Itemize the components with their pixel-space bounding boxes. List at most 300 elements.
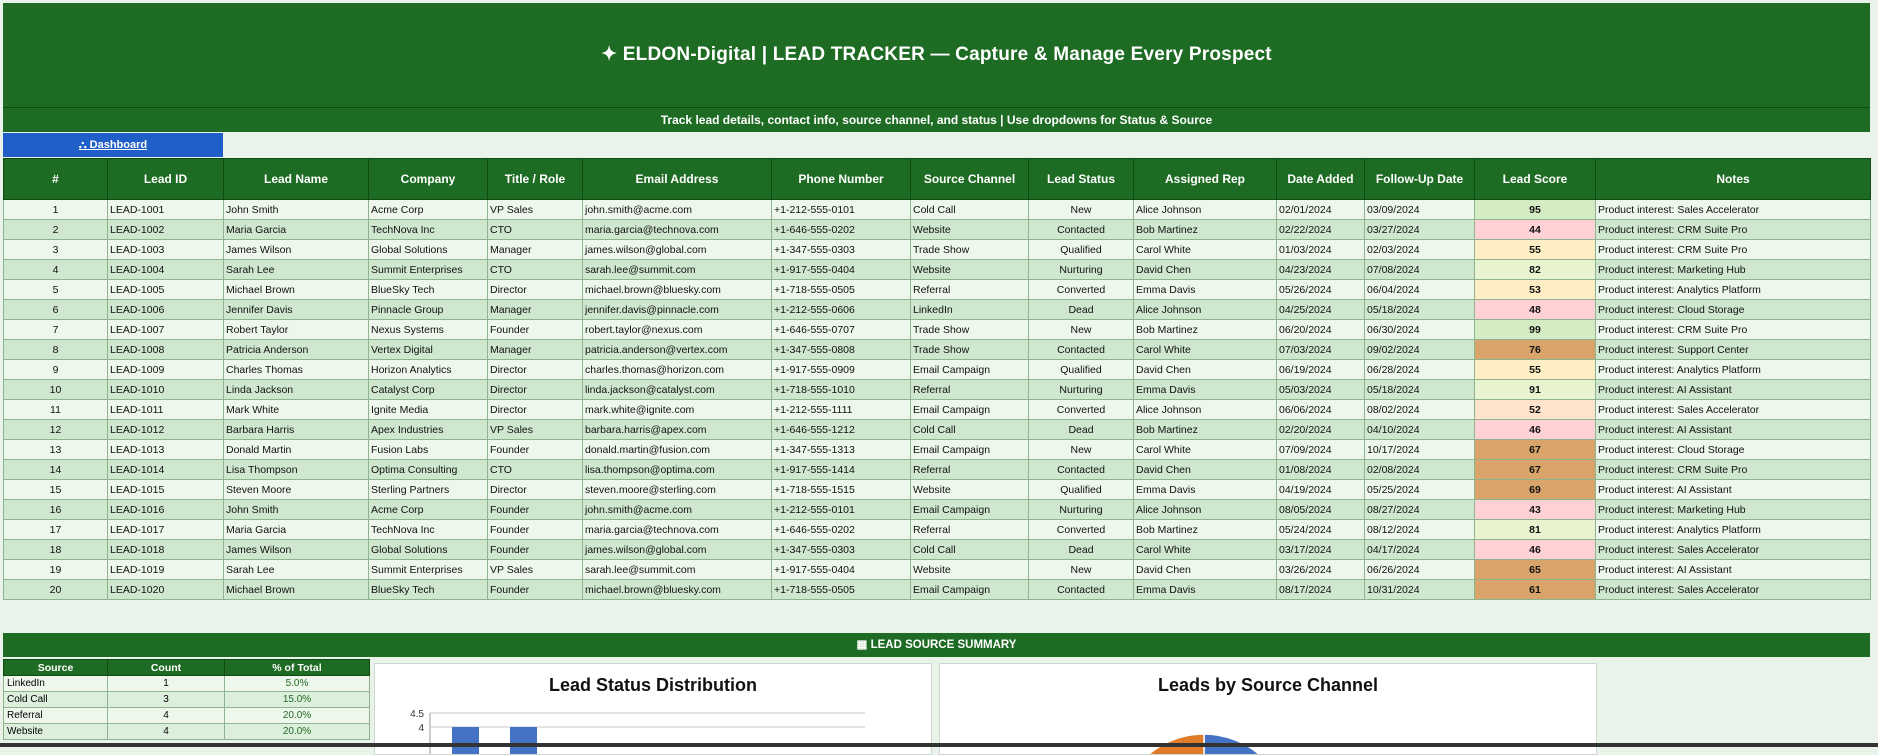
cell-notes[interactable]: Product interest: AI Assistant bbox=[1596, 380, 1871, 400]
cell-notes[interactable]: Product interest: Sales Accelerator bbox=[1596, 400, 1871, 420]
cell-id[interactable]: LEAD-1009 bbox=[108, 360, 224, 380]
cell-score[interactable]: 48 bbox=[1475, 300, 1596, 320]
cell-phone[interactable]: +1-917-555-1414 bbox=[772, 460, 911, 480]
cell-num[interactable]: 13 bbox=[4, 440, 108, 460]
cell-score[interactable]: 61 bbox=[1475, 580, 1596, 600]
cell-phone[interactable]: +1-212-555-1111 bbox=[772, 400, 911, 420]
summary-cell-source[interactable]: LinkedIn bbox=[4, 676, 108, 692]
cell-notes[interactable]: Product interest: CRM Suite Pro bbox=[1596, 240, 1871, 260]
summary-row[interactable] bbox=[4, 724, 370, 740]
table-row[interactable] bbox=[4, 460, 1871, 480]
cell-rep[interactable]: David Chen bbox=[1134, 260, 1277, 280]
cell-status[interactable]: New bbox=[1029, 440, 1134, 460]
dashboard-link[interactable] bbox=[3, 133, 223, 157]
source-chart[interactable] bbox=[939, 663, 1597, 755]
cell-status[interactable]: Converted bbox=[1029, 520, 1134, 540]
cell-added[interactable]: 08/05/2024 bbox=[1277, 500, 1365, 520]
cell-source[interactable]: Trade Show bbox=[911, 340, 1029, 360]
cell-status[interactable]: Contacted bbox=[1029, 340, 1134, 360]
cell-name[interactable]: Michael Brown bbox=[224, 580, 369, 600]
cell-notes[interactable]: Product interest: Cloud Storage bbox=[1596, 300, 1871, 320]
cell-company[interactable]: Global Solutions bbox=[369, 540, 488, 560]
cell-phone[interactable]: +1-347-555-0303 bbox=[772, 240, 911, 260]
cell-score[interactable]: 91 bbox=[1475, 380, 1596, 400]
cell-source[interactable]: Website bbox=[911, 480, 1029, 500]
status-chart[interactable] bbox=[374, 663, 932, 755]
cell-notes[interactable]: Product interest: AI Assistant bbox=[1596, 420, 1871, 440]
cell-added[interactable]: 01/08/2024 bbox=[1277, 460, 1365, 480]
cell-email[interactable]: donald.martin@fusion.com bbox=[583, 440, 772, 460]
cell-company[interactable]: TechNova Inc bbox=[369, 220, 488, 240]
cell-rep[interactable]: Emma Davis bbox=[1134, 380, 1277, 400]
cell-title[interactable]: Director bbox=[488, 400, 583, 420]
cell-source[interactable]: Referral bbox=[911, 380, 1029, 400]
cell-id[interactable]: LEAD-1010 bbox=[108, 380, 224, 400]
cell-source[interactable]: Website bbox=[911, 260, 1029, 280]
cell-phone[interactable]: +1-646-555-0707 bbox=[772, 320, 911, 340]
cell-company[interactable]: Fusion Labs bbox=[369, 440, 488, 460]
summary-row[interactable] bbox=[4, 708, 370, 724]
cell-title[interactable]: Director bbox=[488, 480, 583, 500]
cell-company[interactable]: Pinnacle Group bbox=[369, 300, 488, 320]
cell-status[interactable]: Qualified bbox=[1029, 240, 1134, 260]
cell-status[interactable]: Nurturing bbox=[1029, 500, 1134, 520]
cell-follow[interactable]: 04/17/2024 bbox=[1365, 540, 1475, 560]
cell-notes[interactable]: Product interest: Sales Accelerator bbox=[1596, 200, 1871, 220]
cell-phone[interactable]: +1-917-555-0404 bbox=[772, 260, 911, 280]
cell-added[interactable]: 06/19/2024 bbox=[1277, 360, 1365, 380]
cell-num[interactable]: 9 bbox=[4, 360, 108, 380]
summary-col-source[interactable]: Source bbox=[4, 660, 108, 676]
summary-col-pct[interactable]: % of Total bbox=[225, 660, 370, 676]
col-header-rep[interactable]: Assigned Rep bbox=[1134, 159, 1277, 200]
cell-status[interactable]: Nurturing bbox=[1029, 260, 1134, 280]
cell-name[interactable]: Barbara Harris bbox=[224, 420, 369, 440]
cell-id[interactable]: LEAD-1017 bbox=[108, 520, 224, 540]
cell-num[interactable]: 6 bbox=[4, 300, 108, 320]
cell-notes[interactable]: Product interest: CRM Suite Pro bbox=[1596, 220, 1871, 240]
summary-row[interactable] bbox=[4, 692, 370, 708]
cell-num[interactable]: 4 bbox=[4, 260, 108, 280]
cell-rep[interactable]: Bob Martinez bbox=[1134, 320, 1277, 340]
cell-follow[interactable]: 06/30/2024 bbox=[1365, 320, 1475, 340]
cell-follow[interactable]: 06/26/2024 bbox=[1365, 560, 1475, 580]
cell-name[interactable]: Mark White bbox=[224, 400, 369, 420]
cell-rep[interactable]: David Chen bbox=[1134, 360, 1277, 380]
cell-source[interactable]: Website bbox=[911, 560, 1029, 580]
cell-name[interactable]: James Wilson bbox=[224, 540, 369, 560]
cell-score[interactable]: 55 bbox=[1475, 360, 1596, 380]
cell-title[interactable]: VP Sales bbox=[488, 200, 583, 220]
cell-rep[interactable]: Alice Johnson bbox=[1134, 500, 1277, 520]
cell-id[interactable]: LEAD-1016 bbox=[108, 500, 224, 520]
cell-score[interactable]: 81 bbox=[1475, 520, 1596, 540]
cell-email[interactable]: mark.white@ignite.com bbox=[583, 400, 772, 420]
cell-company[interactable]: Optima Consulting bbox=[369, 460, 488, 480]
cell-added[interactable]: 06/06/2024 bbox=[1277, 400, 1365, 420]
cell-added[interactable]: 05/24/2024 bbox=[1277, 520, 1365, 540]
cell-score[interactable]: 46 bbox=[1475, 420, 1596, 440]
cell-company[interactable]: Acme Corp bbox=[369, 200, 488, 220]
cell-rep[interactable]: Bob Martinez bbox=[1134, 420, 1277, 440]
cell-name[interactable]: James Wilson bbox=[224, 240, 369, 260]
cell-company[interactable]: Summit Enterprises bbox=[369, 260, 488, 280]
summary-col-count[interactable]: Count bbox=[108, 660, 225, 676]
summary-cell-count[interactable]: 4 bbox=[108, 708, 225, 724]
cell-title[interactable]: Founder bbox=[488, 580, 583, 600]
cell-score[interactable]: 95 bbox=[1475, 200, 1596, 220]
summary-cell-pct[interactable]: 20.0% bbox=[225, 708, 370, 724]
cell-source[interactable]: Email Campaign bbox=[911, 400, 1029, 420]
cell-rep[interactable]: Carol White bbox=[1134, 440, 1277, 460]
cell-source[interactable]: Referral bbox=[911, 460, 1029, 480]
cell-title[interactable]: Founder bbox=[488, 320, 583, 340]
cell-score[interactable]: 99 bbox=[1475, 320, 1596, 340]
cell-status[interactable]: New bbox=[1029, 200, 1134, 220]
cell-notes[interactable]: Product interest: AI Assistant bbox=[1596, 480, 1871, 500]
cell-follow[interactable]: 08/12/2024 bbox=[1365, 520, 1475, 540]
cell-num[interactable]: 7 bbox=[4, 320, 108, 340]
cell-follow[interactable]: 06/04/2024 bbox=[1365, 280, 1475, 300]
cell-score[interactable]: 76 bbox=[1475, 340, 1596, 360]
table-row[interactable] bbox=[4, 500, 1871, 520]
cell-title[interactable]: Founder bbox=[488, 500, 583, 520]
cell-id[interactable]: LEAD-1003 bbox=[108, 240, 224, 260]
cell-num[interactable]: 12 bbox=[4, 420, 108, 440]
cell-id[interactable]: LEAD-1011 bbox=[108, 400, 224, 420]
cell-follow[interactable]: 10/17/2024 bbox=[1365, 440, 1475, 460]
cell-follow[interactable]: 03/27/2024 bbox=[1365, 220, 1475, 240]
cell-source[interactable]: Referral bbox=[911, 520, 1029, 540]
cell-email[interactable]: james.wilson@global.com bbox=[583, 240, 772, 260]
cell-company[interactable]: Nexus Systems bbox=[369, 320, 488, 340]
cell-num[interactable]: 20 bbox=[4, 580, 108, 600]
cell-phone[interactable]: +1-646-555-0202 bbox=[772, 520, 911, 540]
cell-status[interactable]: Qualified bbox=[1029, 480, 1134, 500]
cell-id[interactable]: LEAD-1013 bbox=[108, 440, 224, 460]
cell-id[interactable]: LEAD-1001 bbox=[108, 200, 224, 220]
cell-follow[interactable]: 06/28/2024 bbox=[1365, 360, 1475, 380]
cell-name[interactable]: Steven Moore bbox=[224, 480, 369, 500]
cell-num[interactable]: 16 bbox=[4, 500, 108, 520]
col-header-follow-up[interactable]: Follow-Up Date bbox=[1365, 159, 1475, 200]
cell-num[interactable]: 11 bbox=[4, 400, 108, 420]
cell-phone[interactable]: +1-917-555-0404 bbox=[772, 560, 911, 580]
cell-source[interactable]: Trade Show bbox=[911, 320, 1029, 340]
cell-follow[interactable]: 02/08/2024 bbox=[1365, 460, 1475, 480]
cell-email[interactable]: michael.brown@bluesky.com bbox=[583, 580, 772, 600]
cell-name[interactable]: Sarah Lee bbox=[224, 260, 369, 280]
cell-name[interactable]: Maria Garcia bbox=[224, 220, 369, 240]
cell-phone[interactable]: +1-347-555-1313 bbox=[772, 440, 911, 460]
cell-status[interactable]: Converted bbox=[1029, 280, 1134, 300]
cell-score[interactable]: 44 bbox=[1475, 220, 1596, 240]
cell-name[interactable]: Linda Jackson bbox=[224, 380, 369, 400]
table-row[interactable] bbox=[4, 200, 1871, 220]
cell-follow[interactable]: 10/31/2024 bbox=[1365, 580, 1475, 600]
cell-source[interactable]: Email Campaign bbox=[911, 580, 1029, 600]
cell-title[interactable]: Manager bbox=[488, 340, 583, 360]
cell-id[interactable]: LEAD-1006 bbox=[108, 300, 224, 320]
cell-added[interactable]: 06/20/2024 bbox=[1277, 320, 1365, 340]
cell-id[interactable]: LEAD-1020 bbox=[108, 580, 224, 600]
table-row[interactable] bbox=[4, 380, 1871, 400]
col-header-lead-name[interactable]: Lead Name bbox=[224, 159, 369, 200]
cell-email[interactable]: james.wilson@global.com bbox=[583, 540, 772, 560]
col-header-company[interactable]: Company bbox=[369, 159, 488, 200]
cell-source[interactable]: Website bbox=[911, 220, 1029, 240]
cell-num[interactable]: 3 bbox=[4, 240, 108, 260]
cell-name[interactable]: Patricia Anderson bbox=[224, 340, 369, 360]
cell-company[interactable]: Apex Industries bbox=[369, 420, 488, 440]
cell-status[interactable]: New bbox=[1029, 320, 1134, 340]
cell-title[interactable]: Founder bbox=[488, 440, 583, 460]
cell-company[interactable]: BlueSky Tech bbox=[369, 280, 488, 300]
cell-id[interactable]: LEAD-1014 bbox=[108, 460, 224, 480]
cell-email[interactable]: lisa.thompson@optima.com bbox=[583, 460, 772, 480]
cell-title[interactable]: CTO bbox=[488, 460, 583, 480]
table-row[interactable] bbox=[4, 440, 1871, 460]
table-row[interactable] bbox=[4, 300, 1871, 320]
cell-score[interactable]: 52 bbox=[1475, 400, 1596, 420]
cell-rep[interactable]: Bob Martinez bbox=[1134, 220, 1277, 240]
cell-score[interactable]: 69 bbox=[1475, 480, 1596, 500]
cell-id[interactable]: LEAD-1018 bbox=[108, 540, 224, 560]
cell-title[interactable]: CTO bbox=[488, 220, 583, 240]
cell-source[interactable]: Cold Call bbox=[911, 200, 1029, 220]
cell-notes[interactable]: Product interest: Marketing Hub bbox=[1596, 500, 1871, 520]
cell-score[interactable]: 82 bbox=[1475, 260, 1596, 280]
cell-name[interactable]: Michael Brown bbox=[224, 280, 369, 300]
cell-notes[interactable]: Product interest: CRM Suite Pro bbox=[1596, 320, 1871, 340]
cell-title[interactable]: Founder bbox=[488, 520, 583, 540]
table-row[interactable] bbox=[4, 480, 1871, 500]
cell-added[interactable]: 07/03/2024 bbox=[1277, 340, 1365, 360]
table-row[interactable] bbox=[4, 400, 1871, 420]
summary-cell-count[interactable]: 3 bbox=[108, 692, 225, 708]
col-header-phone[interactable]: Phone Number bbox=[772, 159, 911, 200]
cell-phone[interactable]: +1-646-555-0202 bbox=[772, 220, 911, 240]
cell-num[interactable]: 1 bbox=[4, 200, 108, 220]
cell-company[interactable]: Summit Enterprises bbox=[369, 560, 488, 580]
cell-added[interactable]: 02/22/2024 bbox=[1277, 220, 1365, 240]
cell-num[interactable]: 2 bbox=[4, 220, 108, 240]
cell-num[interactable]: 10 bbox=[4, 380, 108, 400]
cell-phone[interactable]: +1-347-555-0808 bbox=[772, 340, 911, 360]
cell-score[interactable]: 55 bbox=[1475, 240, 1596, 260]
cell-status[interactable]: Contacted bbox=[1029, 220, 1134, 240]
cell-num[interactable]: 19 bbox=[4, 560, 108, 580]
cell-phone[interactable]: +1-917-555-0909 bbox=[772, 360, 911, 380]
cell-added[interactable]: 08/17/2024 bbox=[1277, 580, 1365, 600]
cell-source[interactable]: Cold Call bbox=[911, 540, 1029, 560]
cell-name[interactable]: Sarah Lee bbox=[224, 560, 369, 580]
cell-company[interactable]: BlueSky Tech bbox=[369, 580, 488, 600]
cell-company[interactable]: Sterling Partners bbox=[369, 480, 488, 500]
cell-num[interactable]: 14 bbox=[4, 460, 108, 480]
cell-follow[interactable]: 08/27/2024 bbox=[1365, 500, 1475, 520]
cell-notes[interactable]: Product interest: Analytics Platform bbox=[1596, 520, 1871, 540]
cell-notes[interactable]: Product interest: Cloud Storage bbox=[1596, 440, 1871, 460]
cell-added[interactable]: 04/23/2024 bbox=[1277, 260, 1365, 280]
cell-title[interactable]: VP Sales bbox=[488, 560, 583, 580]
col-header-date-added[interactable]: Date Added bbox=[1277, 159, 1365, 200]
cell-rep[interactable]: Emma Davis bbox=[1134, 480, 1277, 500]
cell-notes[interactable]: Product interest: Analytics Platform bbox=[1596, 280, 1871, 300]
cell-email[interactable]: steven.moore@sterling.com bbox=[583, 480, 772, 500]
cell-id[interactable]: LEAD-1015 bbox=[108, 480, 224, 500]
cell-score[interactable]: 67 bbox=[1475, 440, 1596, 460]
cell-company[interactable]: Global Solutions bbox=[369, 240, 488, 260]
cell-source[interactable]: Referral bbox=[911, 280, 1029, 300]
table-row[interactable] bbox=[4, 540, 1871, 560]
cell-score[interactable]: 43 bbox=[1475, 500, 1596, 520]
cell-title[interactable]: Director bbox=[488, 280, 583, 300]
table-row[interactable] bbox=[4, 360, 1871, 380]
cell-added[interactable]: 02/01/2024 bbox=[1277, 200, 1365, 220]
cell-name[interactable]: John Smith bbox=[224, 500, 369, 520]
cell-notes[interactable]: Product interest: Sales Accelerator bbox=[1596, 540, 1871, 560]
cell-id[interactable]: LEAD-1008 bbox=[108, 340, 224, 360]
cell-title[interactable]: Director bbox=[488, 380, 583, 400]
cell-follow[interactable]: 07/08/2024 bbox=[1365, 260, 1475, 280]
cell-follow[interactable]: 09/02/2024 bbox=[1365, 340, 1475, 360]
cell-follow[interactable]: 04/10/2024 bbox=[1365, 420, 1475, 440]
cell-name[interactable]: Charles Thomas bbox=[224, 360, 369, 380]
col-header-source[interactable]: Source Channel bbox=[911, 159, 1029, 200]
cell-added[interactable]: 04/19/2024 bbox=[1277, 480, 1365, 500]
cell-notes[interactable]: Product interest: AI Assistant bbox=[1596, 560, 1871, 580]
cell-num[interactable]: 8 bbox=[4, 340, 108, 360]
cell-rep[interactable]: Alice Johnson bbox=[1134, 200, 1277, 220]
cell-status[interactable]: Converted bbox=[1029, 400, 1134, 420]
cell-added[interactable]: 05/03/2024 bbox=[1277, 380, 1365, 400]
cell-num[interactable]: 17 bbox=[4, 520, 108, 540]
table-row[interactable] bbox=[4, 580, 1871, 600]
cell-num[interactable]: 18 bbox=[4, 540, 108, 560]
summary-row[interactable] bbox=[4, 676, 370, 692]
cell-email[interactable]: patricia.anderson@vertex.com bbox=[583, 340, 772, 360]
table-row[interactable] bbox=[4, 260, 1871, 280]
cell-phone[interactable]: +1-718-555-1515 bbox=[772, 480, 911, 500]
cell-follow[interactable]: 03/09/2024 bbox=[1365, 200, 1475, 220]
col-header-notes[interactable]: Notes bbox=[1596, 159, 1871, 200]
cell-rep[interactable]: Carol White bbox=[1134, 540, 1277, 560]
cell-score[interactable]: 67 bbox=[1475, 460, 1596, 480]
cell-notes[interactable]: Product interest: Sales Accelerator bbox=[1596, 580, 1871, 600]
cell-status[interactable]: Dead bbox=[1029, 420, 1134, 440]
cell-phone[interactable]: +1-212-555-0101 bbox=[772, 500, 911, 520]
cell-added[interactable]: 03/26/2024 bbox=[1277, 560, 1365, 580]
summary-cell-pct[interactable]: 15.0% bbox=[225, 692, 370, 708]
cell-follow[interactable]: 08/02/2024 bbox=[1365, 400, 1475, 420]
cell-added[interactable]: 01/03/2024 bbox=[1277, 240, 1365, 260]
cell-added[interactable]: 02/20/2024 bbox=[1277, 420, 1365, 440]
cell-phone[interactable]: +1-212-555-0606 bbox=[772, 300, 911, 320]
cell-phone[interactable]: +1-212-555-0101 bbox=[772, 200, 911, 220]
cell-source[interactable]: Email Campaign bbox=[911, 440, 1029, 460]
cell-follow[interactable]: 02/03/2024 bbox=[1365, 240, 1475, 260]
cell-num[interactable]: 15 bbox=[4, 480, 108, 500]
col-header-status[interactable]: Lead Status bbox=[1029, 159, 1134, 200]
table-row[interactable] bbox=[4, 320, 1871, 340]
cell-status[interactable]: New bbox=[1029, 560, 1134, 580]
cell-status[interactable]: Contacted bbox=[1029, 460, 1134, 480]
table-row[interactable] bbox=[4, 420, 1871, 440]
summary-cell-count[interactable]: 1 bbox=[108, 676, 225, 692]
cell-title[interactable]: CTO bbox=[488, 260, 583, 280]
cell-status[interactable]: Contacted bbox=[1029, 580, 1134, 600]
cell-title[interactable]: Manager bbox=[488, 240, 583, 260]
cell-email[interactable]: john.smith@acme.com bbox=[583, 200, 772, 220]
cell-name[interactable]: Maria Garcia bbox=[224, 520, 369, 540]
cell-rep[interactable]: David Chen bbox=[1134, 560, 1277, 580]
col-header-title-role[interactable]: Title / Role bbox=[488, 159, 583, 200]
cell-rep[interactable]: Alice Johnson bbox=[1134, 300, 1277, 320]
cell-status[interactable]: Dead bbox=[1029, 540, 1134, 560]
cell-added[interactable]: 04/25/2024 bbox=[1277, 300, 1365, 320]
cell-email[interactable]: michael.brown@bluesky.com bbox=[583, 280, 772, 300]
cell-title[interactable]: Manager bbox=[488, 300, 583, 320]
cell-id[interactable]: LEAD-1004 bbox=[108, 260, 224, 280]
cell-rep[interactable]: Carol White bbox=[1134, 240, 1277, 260]
cell-rep[interactable]: Alice Johnson bbox=[1134, 400, 1277, 420]
cell-phone[interactable]: +1-718-555-0505 bbox=[772, 580, 911, 600]
cell-name[interactable]: John Smith bbox=[224, 200, 369, 220]
cell-notes[interactable]: Product interest: Marketing Hub bbox=[1596, 260, 1871, 280]
cell-rep[interactable]: Emma Davis bbox=[1134, 280, 1277, 300]
summary-cell-source[interactable]: Referral bbox=[4, 708, 108, 724]
table-row[interactable] bbox=[4, 280, 1871, 300]
cell-company[interactable]: Horizon Analytics bbox=[369, 360, 488, 380]
cell-score[interactable]: 46 bbox=[1475, 540, 1596, 560]
cell-rep[interactable]: Carol White bbox=[1134, 340, 1277, 360]
cell-email[interactable]: sarah.lee@summit.com bbox=[583, 260, 772, 280]
cell-phone[interactable]: +1-646-555-1212 bbox=[772, 420, 911, 440]
cell-follow[interactable]: 05/18/2024 bbox=[1365, 380, 1475, 400]
cell-email[interactable]: charles.thomas@horizon.com bbox=[583, 360, 772, 380]
col-header-email[interactable]: Email Address bbox=[583, 159, 772, 200]
cell-company[interactable]: Ignite Media bbox=[369, 400, 488, 420]
cell-added[interactable]: 03/17/2024 bbox=[1277, 540, 1365, 560]
cell-name[interactable]: Donald Martin bbox=[224, 440, 369, 460]
col-header-num[interactable]: # bbox=[4, 159, 108, 200]
summary-cell-pct[interactable]: 20.0% bbox=[225, 724, 370, 740]
cell-added[interactable]: 07/09/2024 bbox=[1277, 440, 1365, 460]
summary-cell-source[interactable]: Cold Call bbox=[4, 692, 108, 708]
cell-title[interactable]: VP Sales bbox=[488, 420, 583, 440]
col-header-score[interactable]: Lead Score bbox=[1475, 159, 1596, 200]
cell-rep[interactable]: David Chen bbox=[1134, 460, 1277, 480]
cell-email[interactable]: john.smith@acme.com bbox=[583, 500, 772, 520]
cell-follow[interactable]: 05/18/2024 bbox=[1365, 300, 1475, 320]
cell-email[interactable]: linda.jackson@catalyst.com bbox=[583, 380, 772, 400]
cell-name[interactable]: Robert Taylor bbox=[224, 320, 369, 340]
col-header-lead-id[interactable]: Lead ID bbox=[108, 159, 224, 200]
cell-id[interactable]: LEAD-1007 bbox=[108, 320, 224, 340]
cell-email[interactable]: maria.garcia@technova.com bbox=[583, 220, 772, 240]
cell-rep[interactable]: Bob Martinez bbox=[1134, 520, 1277, 540]
cell-company[interactable]: Catalyst Corp bbox=[369, 380, 488, 400]
cell-status[interactable]: Dead bbox=[1029, 300, 1134, 320]
cell-email[interactable]: jennifer.davis@pinnacle.com bbox=[583, 300, 772, 320]
cell-email[interactable]: maria.garcia@technova.com bbox=[583, 520, 772, 540]
cell-status[interactable]: Qualified bbox=[1029, 360, 1134, 380]
cell-id[interactable]: LEAD-1012 bbox=[108, 420, 224, 440]
cell-company[interactable]: Vertex Digital bbox=[369, 340, 488, 360]
cell-phone[interactable]: +1-718-555-0505 bbox=[772, 280, 911, 300]
table-row[interactable] bbox=[4, 520, 1871, 540]
